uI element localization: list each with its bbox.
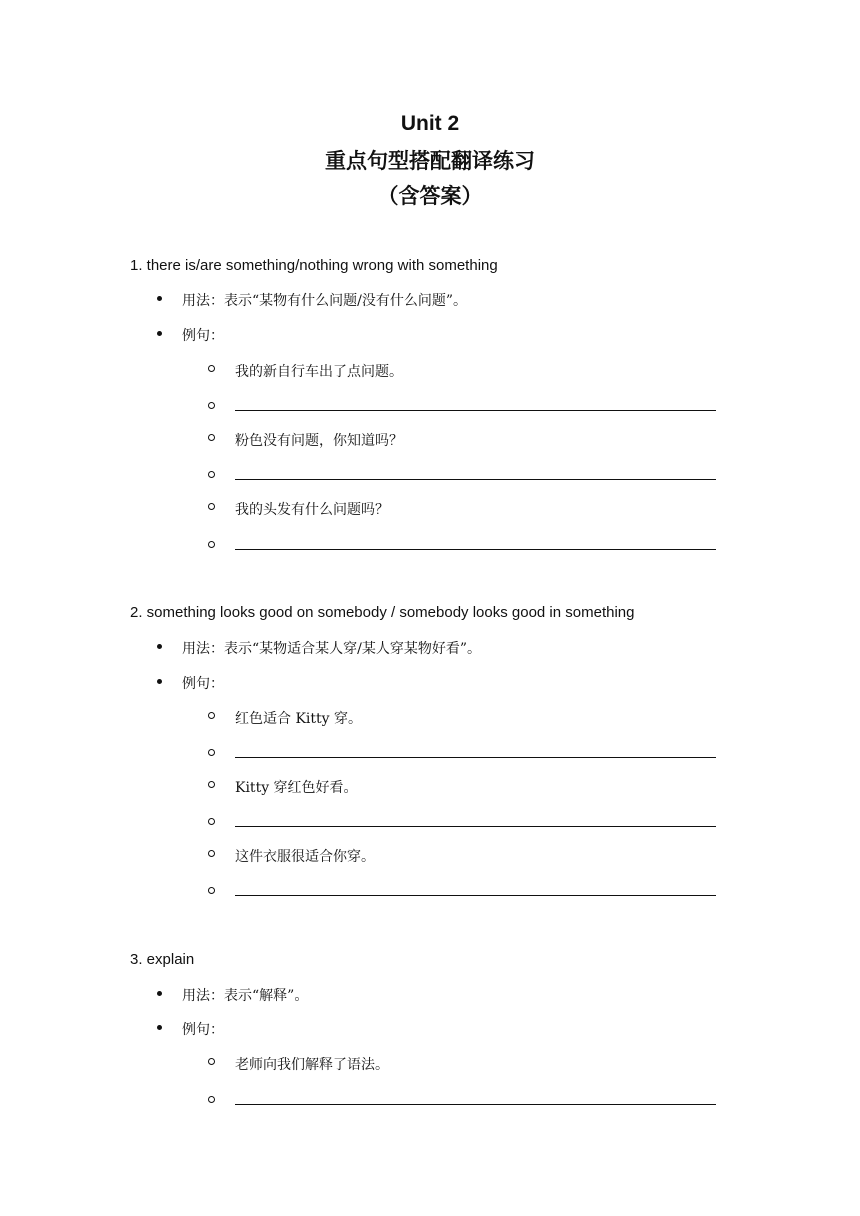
circle-bullet bbox=[208, 1058, 215, 1065]
example-text: 老师向我们解释了语法。 bbox=[235, 1057, 389, 1073]
bullet-dot bbox=[157, 644, 162, 649]
circle-bullet bbox=[208, 712, 215, 719]
bullet-dot bbox=[157, 1025, 162, 1030]
usage-text: 用法：表示“某物有什么问题/没有什么问题”。 bbox=[182, 293, 468, 309]
circle-bullet bbox=[208, 365, 215, 372]
answer-line[interactable] bbox=[235, 895, 716, 896]
section-3-heading: 3. explain bbox=[130, 951, 195, 968]
page-subtitle: 重点句型搭配翻译练习 bbox=[325, 149, 535, 173]
bullet-dot bbox=[157, 991, 162, 996]
section-1-heading: 1. there is/are something/nothing wrong with something bbox=[130, 257, 498, 274]
section-2-heading: 2. something looks good on somebody / somebody looks good in something bbox=[130, 604, 635, 621]
circle-bullet bbox=[208, 471, 215, 478]
circle-bullet bbox=[208, 1096, 215, 1103]
circle-bullet bbox=[208, 434, 215, 441]
example-text: 粉色没有问题，你知道吗？ bbox=[235, 433, 403, 449]
circle-bullet bbox=[208, 402, 215, 409]
answer-line[interactable] bbox=[235, 826, 716, 827]
examples-label: 例句： bbox=[182, 328, 224, 344]
answer-line[interactable] bbox=[235, 479, 716, 480]
circle-bullet bbox=[208, 541, 215, 548]
circle-bullet bbox=[208, 781, 215, 788]
usage-text: 用法：表示“解释”。 bbox=[182, 988, 309, 1004]
page-title: Unit 2 bbox=[400, 112, 460, 135]
answer-note: （含答案） bbox=[377, 184, 483, 208]
circle-bullet bbox=[208, 850, 215, 857]
example-text: 这件衣服很适合你穿。 bbox=[235, 849, 375, 865]
answer-line[interactable] bbox=[235, 1104, 716, 1105]
circle-bullet bbox=[208, 887, 215, 894]
example-text: 红色适合 Kitty 穿。 bbox=[235, 711, 362, 727]
bullet-dot bbox=[157, 331, 162, 336]
bullet-dot bbox=[157, 679, 162, 684]
answer-line[interactable] bbox=[235, 757, 716, 758]
circle-bullet bbox=[208, 503, 215, 510]
example-text: 我的新自行车出了点问题。 bbox=[235, 364, 403, 380]
answer-line[interactable] bbox=[235, 410, 716, 411]
examples-label: 例句： bbox=[182, 1022, 224, 1038]
example-text: Kitty 穿红色好看。 bbox=[235, 780, 358, 796]
circle-bullet bbox=[208, 818, 215, 825]
bullet-dot bbox=[157, 296, 162, 301]
example-text: 我的头发有什么问题吗？ bbox=[235, 502, 389, 518]
examples-label: 例句： bbox=[182, 676, 224, 692]
circle-bullet bbox=[208, 749, 215, 756]
usage-text: 用法：表示“某物适合某人穿/某人穿某物好看”。 bbox=[182, 641, 482, 657]
answer-line[interactable] bbox=[235, 549, 716, 550]
